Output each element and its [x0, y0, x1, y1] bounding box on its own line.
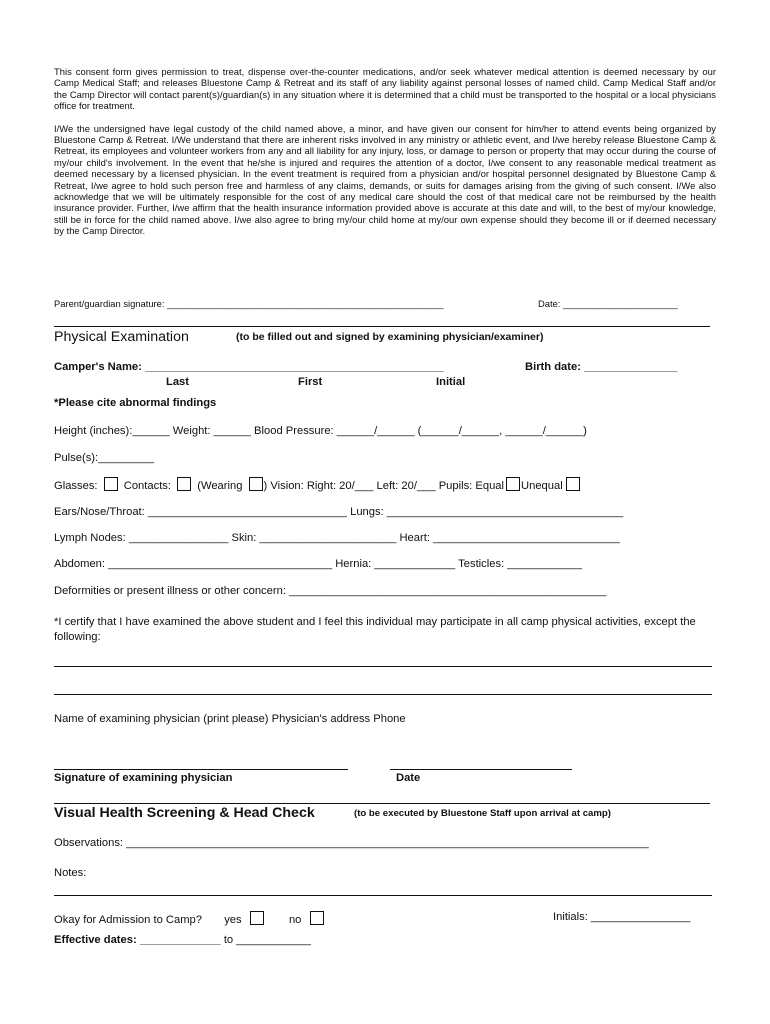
- admission-no-checkbox[interactable]: [310, 911, 324, 925]
- birth-date-field[interactable]: Birth date: _______________: [525, 361, 678, 373]
- admission-yes-checkbox[interactable]: [250, 911, 264, 925]
- pupils-unequal-checkbox[interactable]: [566, 477, 580, 491]
- admission-row: [54, 911, 327, 926]
- pupils-equal-checkbox[interactable]: [506, 477, 520, 491]
- effective-end-field[interactable]: ____________: [236, 934, 311, 946]
- physical-exam-title: Physical Examination: [54, 329, 189, 345]
- visual-screening-subtitle: (to be executed by Bluestone Staff upon arrival at camp): [354, 808, 611, 819]
- admission-question: Okay for Admission to Camp?: [54, 914, 202, 926]
- to-label: to: [223, 934, 234, 946]
- section-divider: [54, 803, 710, 804]
- visual-screening-title: Visual Health Screening & Head Check: [54, 805, 315, 821]
- wearing-label: (Wearing: [197, 480, 243, 492]
- physician-signature-caption: Signature of examining physician: [54, 772, 233, 784]
- effective-dates-label: Effective dates:: [54, 934, 137, 946]
- physician-date-caption: Date: [396, 772, 421, 784]
- yes-label: yes: [224, 914, 242, 926]
- first-name-caption: First: [298, 376, 323, 388]
- physical-exam-subtitle: (to be filled out and signed by examining physician/examiner): [236, 331, 544, 343]
- glasses-label: Glasses:: [54, 480, 98, 492]
- contacts-label: Contacts:: [123, 480, 172, 492]
- last-name-caption: Last: [166, 376, 190, 388]
- effective-start-field[interactable]: _____________: [139, 934, 221, 946]
- ears-lungs-fields[interactable]: Ears/Nose/Throat: ________________________________ Lungs: ______________________________________: [54, 506, 624, 518]
- exception-line-1[interactable]: [54, 666, 712, 667]
- contacts-checkbox[interactable]: [177, 477, 191, 491]
- lymph-skin-heart-fields[interactable]: Lymph Nodes: ________________ Skin: ______________________ Heart: ______________________________: [54, 532, 620, 544]
- initials-field[interactable]: Initials: ________________: [553, 911, 691, 923]
- consent-text-block: [54, 66, 716, 237]
- parent-date-field[interactable]: Date: ______________________: [538, 298, 678, 309]
- consent-paragraph-1: This consent form gives permission to treat, dispense over-the-counter medications, and/or seek whatever medical attention is deemed necessary by our Camp Medical Staff; and releases Bluestone Camp & Retreat and its staff of any liability against personal losses of named child. Camp Medical Staff and/or the Camp Director will contact parent(s)/guardian(s) in any situation where it is determined that a child must be transported to the hospital or a local physicians office for treatment.: [54, 66, 716, 112]
- physician-info-label: Name of examining physician (print please) Physician's address Phone: [54, 713, 406, 725]
- abnormal-findings-note: *Please cite abnormal findings: [54, 397, 217, 409]
- parent-signature-field[interactable]: Parent/guardian signature: _____________________________________________________: [54, 298, 444, 309]
- physician-date-line[interactable]: [390, 769, 572, 770]
- abdomen-hernia-testicles-fields[interactable]: Abdomen: ____________________________________ Hernia: _____________ Testicles: ____________: [54, 558, 582, 570]
- initial-caption: Initial: [436, 376, 466, 388]
- wearing-checkbox[interactable]: [249, 477, 263, 491]
- physician-signature-line[interactable]: [54, 769, 348, 770]
- glasses-checkbox[interactable]: [104, 477, 118, 491]
- certification-statement: *I certify that I have examined the above student and I feel this individual may participate in all camp physical activities, except the following:: [54, 616, 696, 643]
- vision-label: ) Vision: Right: 20/___ Left: 20/___ Pupils: Equal: [263, 480, 505, 492]
- height-weight-bp-fields[interactable]: Height (inches):______ Weight: ______ Blood Pressure: ______/______ (______/______, ______/______): [54, 425, 587, 437]
- notes-line[interactable]: [54, 895, 712, 896]
- campers-name-field[interactable]: Camper's Name: ________________________________________________: [54, 361, 444, 373]
- exception-line-2[interactable]: [54, 694, 712, 695]
- consent-paragraph-2: I/We the undersigned have legal custody of the child named above, a minor, and have given our consent for him/her to attend events being organized by Bluestone Camp & Retreat. I/We understand that there are inherent risks involved in any ministry or athletic event, and I/we hereby release Bluestone Camp & Retreat, its employees and volunteer workers from any and all liability for any injury, loss, or damage to person or property that may occur during the course of my/our child's involvement. In the event that he/she is injured and requires the attention of a doctor, I/we consent to any reasonable medical treatment as deemed necessary by a licensed physician. In the event treatment is required from a physician and/or hospital personnel designated by Bluestone Camp & Retreat, I/we agree to hold such person free and harmless of any claims, demands, or suits for damages arising from the giving of such consent. I/We also acknowledge that we will be ultimately responsible for the cost of any medical care should the cost of that medical care not be reimbursed by the health insurance provider. Further, I/we affirm that the health insurance information provided above is accurate at this date and will, to the best of my/our knowledge, still be in force for the child named above. I/we also agree to bring my/our child home at my/our own expense should they become ill or if deemed necessary by the Camp Director.: [54, 122, 716, 237]
- unequal-label: Unequal: [521, 480, 563, 492]
- effective-dates-row: [54, 934, 311, 946]
- no-label: no: [288, 914, 302, 926]
- vision-row: [54, 477, 583, 492]
- pulse-field[interactable]: Pulse(s):_________: [54, 452, 155, 464]
- notes-label: Notes:: [54, 867, 87, 879]
- observations-field[interactable]: Observations: ____________________________________________________________________________________: [54, 837, 649, 849]
- section-divider: [54, 326, 710, 327]
- deformities-field[interactable]: Deformities or present illness or other concern: ___________________________________________________: [54, 585, 607, 597]
